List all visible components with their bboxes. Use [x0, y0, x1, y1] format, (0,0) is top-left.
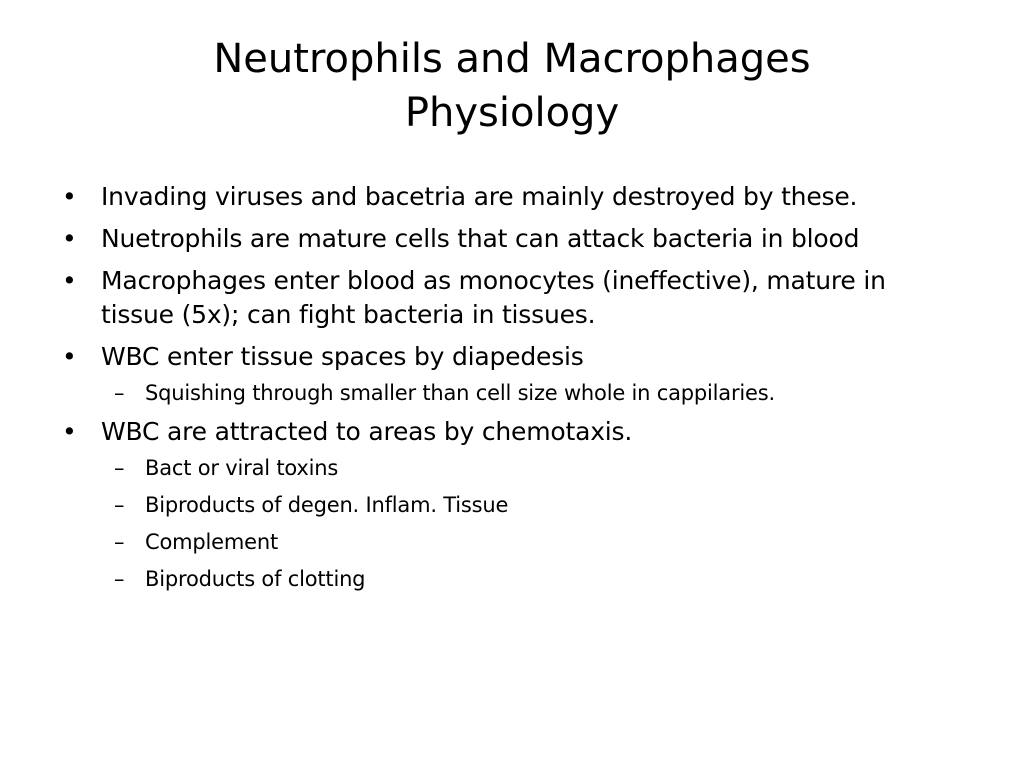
slide-title — [60, 32, 964, 140]
sub-bullet-item — [60, 527, 940, 557]
sub-bullet-text: Biproducts of clotting — [145, 567, 366, 591]
sub-bullet-text: Squishing through smaller than cell size whole in cappilaries. — [145, 381, 775, 405]
slide-content — [60, 180, 940, 601]
sub-bullet-text: Bact or viral toxins — [145, 456, 339, 480]
bullet-item — [60, 340, 940, 374]
sub-bullet-text: Biproducts of degen. Inflam. Tissue — [145, 493, 509, 517]
bullet-item — [60, 415, 940, 449]
title-line-1: Neutrophils and Macrophages — [213, 36, 811, 82]
bullet-marker: • — [62, 266, 77, 295]
sub-bullet-marker: – — [114, 530, 125, 554]
bullet-text: WBC enter tissue spaces by diapedesis — [101, 342, 584, 371]
sub-bullet-marker: – — [114, 456, 125, 480]
sub-bullet-item — [60, 564, 940, 594]
sub-bullet-marker: – — [114, 493, 125, 517]
sub-bullet-item — [60, 378, 940, 408]
sub-bullet-item — [60, 453, 940, 483]
sub-bullet-marker: – — [114, 567, 125, 591]
title-line-2: Physiology — [404, 90, 620, 136]
sub-bullet-text: Complement — [145, 530, 278, 554]
bullet-item — [60, 264, 940, 332]
bullet-text: Nuetrophils are mature cells that can attack bacteria in blood — [101, 224, 860, 253]
bullet-text: WBC are attracted to areas by chemotaxis. — [101, 417, 633, 446]
bullet-text: Invading viruses and bacetria are mainly destroyed by these. — [101, 182, 858, 211]
sub-bullet-item — [60, 490, 940, 520]
bullet-marker: • — [62, 224, 77, 253]
sub-bullet-marker: – — [114, 381, 125, 405]
bullet-text: Macrophages enter blood as monocytes (ineffective), mature in tissue (5x); can fight bacteria in tissues. — [101, 266, 886, 329]
bullet-item — [60, 222, 940, 256]
bullet-marker: • — [62, 342, 77, 371]
bullet-item — [60, 180, 940, 214]
bullet-marker: • — [62, 417, 77, 446]
bullet-marker: • — [62, 182, 77, 211]
